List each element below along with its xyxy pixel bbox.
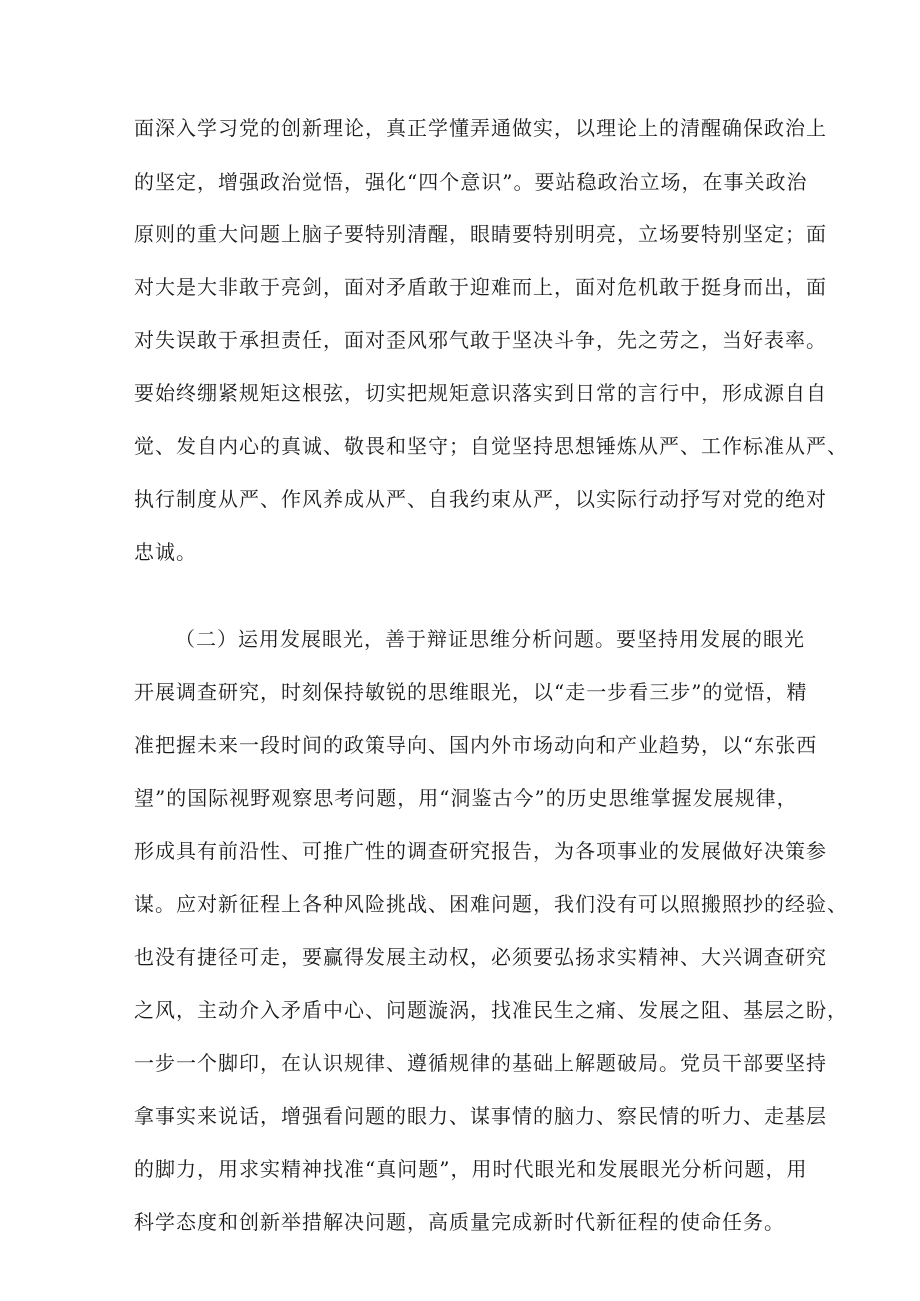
paragraph-2-line: 形成具有前沿性、可推广性的调查研究报告，为各项事业的发展做好决策参 <box>134 839 827 863</box>
paragraph-2-line: 开展调查研究，时刻保持敏锐的思维眼光，以“走一步看三步”的觉悟，精 <box>134 680 808 704</box>
paragraph-2-line: 准把握未来一段时间的政策导向、国内外市场动向和产业趋势，以“东张西 <box>134 733 818 757</box>
paragraph-2-line: 之风，主动介入矛盾中心、问题漩涡，找准民生之痛、发展之阻、基层之盼， <box>134 998 848 1022</box>
paragraph-1-line: 对大是大非敢于亮剑，面对矛盾敢于迎难而上，面对危机敢于挺身而出，面 <box>134 275 827 299</box>
paragraph-1-line: 忠诚。 <box>134 540 197 564</box>
paragraph-2-line: 拿事实来说话，增强看问题的眼力、谋事情的脑力、察民情的听力、走基层 <box>134 1104 827 1128</box>
paragraph-2-line: 一步一个脚印，在认识规律、遵循规律的基础上解题破局。党员干部要坚持 <box>134 1051 827 1075</box>
paragraph-2-line: 的脚力，用求实精神找准“真问题”，用时代眼光和发展眼光分析问题，用 <box>134 1157 808 1181</box>
paragraph-1-line: 觉、发自内心的真诚、敬畏和坚守；自觉坚持思想锤炼从严、工作标准从严、 <box>134 434 848 458</box>
paragraph-1-line: 对失误敢于承担责任，面对歪风邪气敢于坚决斗争，先之劳之，当好表率。 <box>134 328 827 352</box>
paragraph-2-line: 谋。应对新征程上各种风险挑战、困难问题，我们没有可以照搬照抄的经验、 <box>134 892 848 916</box>
paragraph-1-line: 执行制度从严、作风养成从严、自我约束从严，以实际行动抒写对党的绝对 <box>134 487 827 511</box>
paragraph-2-line: （二）运用发展眼光，善于辩证思维分析问题。要坚持用发展的眼光 <box>175 627 805 651</box>
paragraph-1-line: 要始终绷紧规矩这根弦，切实把规矩意识落实到日常的言行中，形成源自自 <box>134 381 827 405</box>
paragraph-1-line: 的坚定，增强政治觉悟，强化“四个意识”。要站稳政治立场，在事关政治 <box>134 170 808 194</box>
paragraph-2-line: 科学态度和创新举措解决问题，高质量完成新时代新征程的使命任务。 <box>134 1210 785 1234</box>
paragraph-2-line: 也没有捷径可走，要赢得发展主动权，必须要弘扬求实精神、大兴调查研究 <box>134 945 827 969</box>
paragraph-1-line: 面深入学习党的创新理论，真正学懂弄通做实，以理论上的清醒确保政治上 <box>134 116 827 140</box>
paragraph-2-line: 望”的国际视野观察思考问题，用“洞鉴古今”的历史思维掌握发展规律， <box>134 786 798 810</box>
paragraph-1-line: 原则的重大问题上脑子要特别清醒，眼睛要特别明亮，立场要特别坚定；面 <box>134 222 827 246</box>
